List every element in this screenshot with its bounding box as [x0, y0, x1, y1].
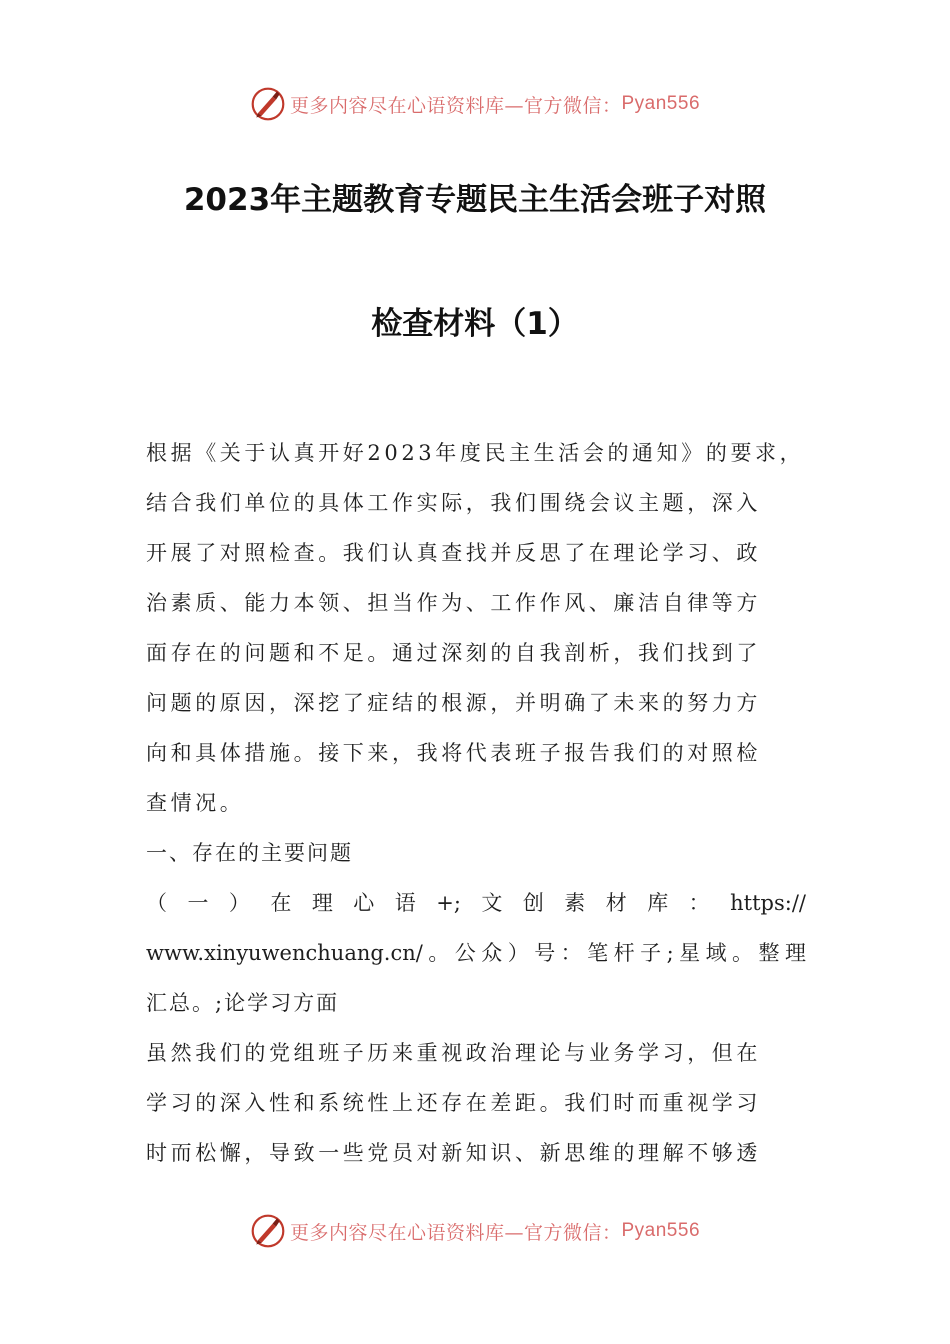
body-line: 开展了对照检查。我们认真查找并反思了在理论学习、政 — [146, 541, 761, 565]
body-line: www.xinyuwenchuang.cn/。公众）号：笔杆子;星域。整理 — [146, 941, 806, 965]
document-body — [146, 428, 806, 1178]
watermark-wechat-id: Pyan556 — [621, 1220, 701, 1241]
footer-watermark — [0, 1211, 950, 1251]
watermark-wechat-id: Pyan556 — [621, 93, 701, 114]
body-line: 学习的深入性和系统性上还存在差距。我们时而重视学习 — [146, 1091, 761, 1115]
body-line: 查情况。 — [146, 791, 245, 815]
pen-logo-icon — [250, 1213, 286, 1249]
watermark-text: 更多内容尽在心语资料库—官方微信： — [289, 1221, 622, 1244]
body-line: 根据《关于认真开好2023年度民主生活会的通知》的要求， — [146, 441, 805, 465]
header-watermark — [0, 84, 950, 124]
section-heading: 一、存在的主要问题 — [146, 841, 353, 865]
body-line: 时而松懈，导致一些党员对新知识、新思维的理解不够透 — [146, 1141, 761, 1165]
body-line: 向和具体措施。接下来，我将代表班子报告我们的对照检 — [146, 741, 761, 765]
body-line: 治素质、能力本领、担当作为、工作作风、廉洁自律等方 — [146, 591, 761, 615]
body-line: 结合我们单位的具体工作实际，我们围绕会议主题，深入 — [146, 491, 761, 515]
body-line: 汇总。;论学习方面 — [146, 991, 340, 1015]
pen-logo-icon — [250, 86, 286, 122]
body-line: 虽然我们的党组班子历来重视政治理论与业务学习，但在 — [146, 1041, 761, 1065]
body-line: 面存在的问题和不足。通过深刻的自我剖析，我们找到了 — [146, 641, 761, 665]
body-line: （一）在理心语+;文创素材库：https:// — [146, 891, 806, 915]
body-line: 问题的原因，深挖了症结的根源，并明确了未来的努力方 — [146, 691, 761, 715]
document-title-line-2: 检查材料（1） — [371, 306, 579, 342]
document-title-line-1: 2023年主题教育专题民主生活会班子对照 — [183, 182, 767, 218]
watermark-text: 更多内容尽在心语资料库—官方微信： — [289, 94, 622, 117]
